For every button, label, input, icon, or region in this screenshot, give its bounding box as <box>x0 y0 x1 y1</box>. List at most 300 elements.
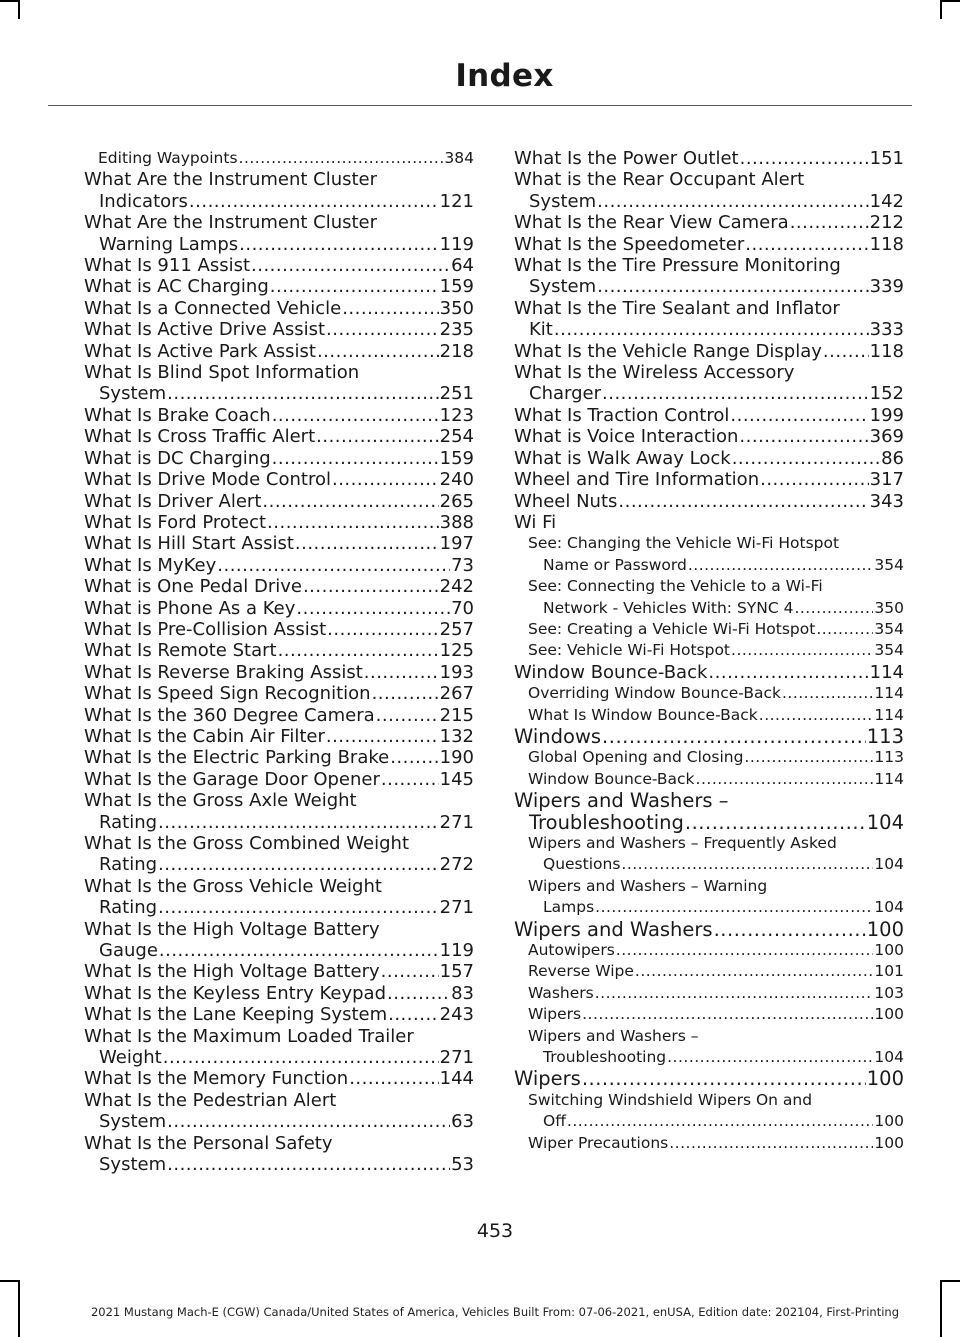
page-ref: 63 <box>451 1111 474 1133</box>
index-subentry <box>514 1026 904 1069</box>
crop-mark <box>941 0 960 2</box>
entry-text: What Is Window Bounce-Back <box>528 705 758 724</box>
dot-leader <box>217 555 450 576</box>
index-entry <box>84 683 474 704</box>
entry-text: See: Creating a Vehicle Wi-Fi Hotspot <box>528 619 816 638</box>
index-entry <box>514 148 904 169</box>
crop-mark <box>18 0 20 19</box>
index-entry <box>514 469 904 490</box>
entry-text: What Is the Maximum Loaded Trailer <box>84 1025 414 1047</box>
index-entry <box>84 362 474 405</box>
index-entry <box>84 790 474 833</box>
page-ref: 123 <box>439 404 474 426</box>
page-ref: 157 <box>439 961 474 983</box>
dot-leader <box>597 191 869 212</box>
page-ref: 354 <box>874 619 904 638</box>
dot-leader <box>696 769 874 790</box>
dot-leader <box>167 383 439 404</box>
index-entry <box>84 169 474 212</box>
dot-leader <box>326 319 439 340</box>
entry-text: What Is Speed Sign Recognition <box>84 683 371 705</box>
entry-text: System <box>529 190 597 212</box>
dot-leader <box>387 983 450 1004</box>
dot-leader <box>595 897 873 918</box>
page-ref: 343 <box>869 490 904 512</box>
entry-text: Autowipers <box>528 941 615 960</box>
dot-leader <box>567 1111 874 1132</box>
entry-text: Overriding Window Bounce-Back <box>528 684 781 703</box>
dot-leader <box>272 405 439 426</box>
page-ref: 104 <box>874 898 904 917</box>
page-ref: 265 <box>439 490 474 512</box>
index-entry <box>84 1068 474 1089</box>
dot-leader <box>740 148 869 169</box>
entry-text: Editing Waypoints <box>98 149 238 167</box>
page-ref: 199 <box>869 404 904 426</box>
dot-leader <box>602 726 866 747</box>
entry-text: What Is the High Voltage Battery <box>84 918 380 940</box>
dot-leader <box>739 426 868 447</box>
entry-text: Gauge <box>99 940 158 962</box>
index-subentry <box>514 683 904 704</box>
index-subentry <box>514 640 904 661</box>
entry-text: What Are the Instrument Cluster <box>84 169 378 191</box>
entry-text: Switching Windshield Wipers On and <box>528 1090 813 1109</box>
entry-text: What Is 911 Assist <box>84 255 251 277</box>
page-ref: 113 <box>866 724 904 748</box>
entry-text: What Is the Vehicle Range Display <box>514 340 822 362</box>
entry-text: Troubleshooting <box>529 810 684 834</box>
dot-leader <box>595 983 874 1004</box>
dot-leader <box>790 212 869 233</box>
entry-text: What Is Pre-Collision Assist <box>84 618 327 640</box>
entry-text: What is Phone As a Key <box>84 597 296 619</box>
index-entry <box>514 298 904 341</box>
dot-leader <box>167 1111 450 1132</box>
index-entry <box>514 790 904 833</box>
dot-leader <box>159 940 439 961</box>
page-ref: 193 <box>439 661 474 683</box>
index-entry <box>514 662 904 683</box>
entry-text: System <box>529 276 597 298</box>
index-entry <box>514 362 904 405</box>
index-subentry <box>514 576 904 619</box>
index-entry <box>514 512 904 533</box>
entry-text: What Is the Tire Sealant and Inflator <box>514 297 840 319</box>
entry-text: What Is Reverse Braking Assist <box>84 661 363 683</box>
index-entry <box>84 512 474 533</box>
entry-text: Off <box>543 1112 566 1131</box>
entry-text: Window Bounce-Back <box>528 769 695 788</box>
dot-leader <box>602 383 869 404</box>
page-ref: 215 <box>439 704 474 726</box>
page-ref: 159 <box>439 447 474 469</box>
page-ref: 73 <box>451 554 474 576</box>
dot-leader <box>759 705 874 726</box>
dot-leader <box>388 1004 439 1025</box>
entry-text: Wiper Precautions <box>528 1133 669 1152</box>
dot-leader <box>621 854 873 875</box>
entry-text: Wipers <box>514 1067 581 1091</box>
entry-text: See: Vehicle Wi-Fi Hotspot <box>528 641 731 660</box>
dot-leader <box>295 533 439 554</box>
dot-leader <box>730 405 868 426</box>
page-ref: 339 <box>869 276 904 298</box>
entry-text: Wi Fi <box>514 511 557 533</box>
dot-leader <box>167 1154 450 1175</box>
page-ref: 257 <box>439 618 474 640</box>
page-ref: 100 <box>874 941 904 960</box>
entry-text: What Is MyKey <box>84 554 217 576</box>
dot-leader <box>364 662 439 683</box>
page-ref: 144 <box>439 1068 474 1090</box>
index-subentry <box>514 705 904 726</box>
page-ref: 152 <box>869 383 904 405</box>
dot-leader <box>163 1047 439 1068</box>
page-ref: 103 <box>874 983 904 1002</box>
page-title: Index <box>455 58 554 94</box>
dot-leader <box>714 919 866 940</box>
index-entry <box>514 234 904 255</box>
index-entry <box>84 1004 474 1025</box>
page-ref: 197 <box>439 533 474 555</box>
index-entry <box>84 555 474 576</box>
dot-leader <box>158 812 439 833</box>
entry-text: Wipers and Washers – Frequently Asked <box>528 834 837 852</box>
dot-leader <box>635 961 874 982</box>
entry-text: Network - Vehicles With: SYNC 4 <box>543 598 794 617</box>
page-ref: 384 <box>444 149 474 167</box>
dot-leader <box>582 1068 866 1089</box>
dot-leader <box>270 276 439 297</box>
dot-leader <box>731 640 873 661</box>
page-ref: 100 <box>874 1112 904 1131</box>
entry-text: Weight <box>99 1047 162 1069</box>
page-ref: 114 <box>869 661 904 683</box>
page-ref: 70 <box>451 597 474 619</box>
page-ref: 121 <box>439 190 474 212</box>
index-entry <box>84 319 474 340</box>
index-subentry <box>514 769 904 790</box>
index-entry <box>514 448 904 469</box>
entry-text: Kit <box>529 319 553 341</box>
index-subentry <box>514 1090 904 1133</box>
index-entry <box>84 212 474 255</box>
entry-text: What Is the Personal Safety <box>84 1132 333 1154</box>
page-ref: 350 <box>439 297 474 319</box>
dot-leader <box>667 1047 873 1068</box>
page-ref: 271 <box>439 811 474 833</box>
entry-text: What Is the Wireless Accessory <box>514 362 795 384</box>
entry-text: Lamps <box>543 898 595 917</box>
index-entry <box>84 726 474 747</box>
entry-text: Washers <box>528 983 594 1002</box>
index-subentry <box>514 961 904 982</box>
header-rule <box>48 105 912 106</box>
dot-leader <box>597 276 869 297</box>
page-ref: 100 <box>866 917 904 941</box>
entry-text: What Is Traction Control <box>514 404 730 426</box>
index-column-left <box>84 148 474 1176</box>
page-ref: 388 <box>439 511 474 533</box>
dot-leader <box>158 854 439 875</box>
page-number: 453 <box>476 1220 514 1242</box>
entry-text: What is AC Charging <box>84 276 269 298</box>
dot-leader <box>272 448 439 469</box>
dot-leader <box>582 1004 873 1025</box>
entry-text: Rating <box>99 854 158 876</box>
entry-text: Indicators <box>99 190 188 212</box>
page-ref: 100 <box>874 1133 904 1152</box>
dot-leader <box>317 341 439 362</box>
dot-leader <box>732 448 880 469</box>
dot-leader <box>554 319 869 340</box>
entry-text: Name or Password <box>543 555 687 574</box>
entry-text: Warning Lamps <box>99 233 239 255</box>
entry-text: Window Bounce-Back <box>514 661 708 683</box>
page-ref: 354 <box>874 641 904 660</box>
page-ref: 101 <box>874 962 904 981</box>
page-ref: 240 <box>439 469 474 491</box>
index-entry <box>84 426 474 447</box>
index-entry <box>84 255 474 276</box>
page-ref: 100 <box>866 1067 904 1091</box>
dot-leader <box>278 640 439 661</box>
index-entry <box>514 341 904 362</box>
dot-leader <box>390 747 438 768</box>
dot-leader <box>296 598 450 619</box>
index-entry <box>84 662 474 683</box>
entry-text: Wipers and Washers – <box>528 1026 699 1045</box>
dot-leader <box>239 234 439 255</box>
entry-text: What Is the High Voltage Battery <box>84 961 380 983</box>
dot-leader <box>239 148 444 169</box>
dot-leader <box>381 769 439 790</box>
index-entry <box>84 1090 474 1133</box>
entry-text: Wipers <box>528 1005 582 1024</box>
index-subentry <box>514 940 904 961</box>
entry-text: Reverse Wipe <box>528 962 634 981</box>
entry-text: What Is Cross Traffic Alert <box>84 426 316 448</box>
entry-text: See: Changing the Vehicle Wi-Fi Hotspot <box>528 534 840 553</box>
entry-text: What Is the Rear View Camera <box>514 212 789 234</box>
index-entry <box>84 961 474 982</box>
entry-text: What Is Drive Mode Control <box>84 469 331 491</box>
page-ref: 151 <box>869 148 904 169</box>
page-ref: 354 <box>874 555 904 574</box>
index-entry <box>514 405 904 426</box>
index-entry <box>514 919 904 940</box>
page-ref: 142 <box>869 190 904 212</box>
entry-text: What Is the Gross Vehicle Weight <box>84 875 382 897</box>
entry-text: What Is the 360 Degree Camera <box>84 704 375 726</box>
page-ref: 104 <box>874 855 904 874</box>
dot-leader <box>327 619 438 640</box>
index-entry <box>84 876 474 919</box>
index-entry <box>514 1068 904 1089</box>
dot-leader <box>189 191 439 212</box>
crop-mark <box>941 1280 960 1282</box>
entry-text: What Is Brake Coach <box>84 404 271 426</box>
page-ref: 118 <box>869 340 904 362</box>
crop-mark <box>0 1280 19 1282</box>
dot-leader <box>823 341 869 362</box>
entry-text: Wheel Nuts <box>514 490 618 512</box>
page-ref: 190 <box>439 747 474 769</box>
page-ref: 125 <box>439 640 474 662</box>
entry-text: What is Walk Away Lock <box>514 447 731 469</box>
entry-text: What Is the Keyless Entry Keypad <box>84 982 387 1004</box>
entry-text: What Is the Memory Function <box>84 1068 349 1090</box>
dot-leader <box>158 897 439 918</box>
entry-text: What is Voice Interaction <box>514 426 739 448</box>
entry-text: Questions <box>543 855 621 874</box>
index-entry <box>514 426 904 447</box>
index-entry <box>84 448 474 469</box>
page-ref: 114 <box>874 705 904 724</box>
entry-text: What Is the Power Outlet <box>514 148 739 169</box>
index-entry <box>84 1133 474 1176</box>
page-ref: 317 <box>869 469 904 491</box>
entry-text: What Is the Lane Keeping System <box>84 1004 388 1026</box>
page-ref: 113 <box>874 748 904 767</box>
entry-text: What Is Driver Alert <box>84 490 262 512</box>
page-ref: 100 <box>874 1005 904 1024</box>
index-subentry <box>514 619 904 640</box>
entry-text: What is DC Charging <box>84 447 271 469</box>
page-ref: 272 <box>439 854 474 876</box>
index-subentry <box>514 876 904 919</box>
index-entry <box>84 598 474 619</box>
index-subentry <box>514 983 904 1004</box>
entry-text: What Is the Cabin Air Filter <box>84 725 325 747</box>
page-ref: 218 <box>439 340 474 362</box>
page-ref: 104 <box>866 810 904 834</box>
page-ref: 271 <box>439 1047 474 1069</box>
index-subentry <box>514 1004 904 1025</box>
page-ref: 132 <box>439 725 474 747</box>
entry-text: What Is the Electric Parking Brake <box>84 747 390 769</box>
index-entry <box>84 1026 474 1069</box>
dot-leader <box>794 598 873 619</box>
index-entry <box>84 919 474 962</box>
page-ref: 212 <box>869 212 904 234</box>
index-entry <box>84 298 474 319</box>
dot-leader <box>618 491 868 512</box>
entry-text: Wipers and Washers <box>514 917 713 941</box>
index-entry <box>84 640 474 661</box>
dot-leader <box>372 683 439 704</box>
page-ref: 243 <box>439 1004 474 1026</box>
index-entry <box>84 619 474 640</box>
entry-text: What Is the Speedometer <box>514 233 745 255</box>
page-ref: 114 <box>874 769 904 788</box>
dot-leader <box>316 426 439 447</box>
entry-text: What Is Active Park Assist <box>84 340 316 362</box>
entry-text: What is the Rear Occupant Alert <box>514 169 805 191</box>
footer-text: 2021 Mustang Mach-E (CGW) Canada/United States of America, Vehicles Built From: 07-06-2021, enUSA, Edition date: 202104, First-Printing <box>90 1305 899 1319</box>
entry-text: Wipers and Washers – <box>514 789 729 813</box>
page-ref: 119 <box>439 233 474 255</box>
page-ref: 369 <box>869 426 904 448</box>
dot-leader <box>381 961 439 982</box>
page-ref: 267 <box>439 683 474 705</box>
entry-text: What is One Pedal Drive <box>84 576 302 598</box>
page-ref: 242 <box>439 576 474 598</box>
page-ref: 53 <box>451 1154 474 1176</box>
index-column-right <box>514 148 904 1154</box>
page-ref: 114 <box>874 684 904 703</box>
entry-text: What Is the Gross Axle Weight <box>84 790 357 812</box>
index-subentry <box>514 833 904 876</box>
entry-text: Wheel and Tire Information <box>514 469 760 491</box>
entry-text: What Is a Connected Vehicle <box>84 297 342 319</box>
entry-text: What Is the Gross Combined Weight <box>84 833 410 854</box>
index-entry <box>84 491 474 512</box>
entry-text: Wipers and Washers – Warning <box>528 876 768 895</box>
entry-text: What Are the Instrument Cluster <box>84 212 378 234</box>
entry-text: Global Opening and Closing <box>528 748 744 767</box>
entry-text: System <box>99 1154 167 1176</box>
index-entry <box>84 405 474 426</box>
dot-leader <box>685 812 866 833</box>
entry-text: System <box>99 383 167 405</box>
page-ref: 86 <box>881 447 904 469</box>
index-subentry <box>84 148 474 169</box>
dot-leader <box>760 469 869 490</box>
page-ref: 254 <box>439 426 474 448</box>
dot-leader <box>332 469 439 490</box>
dot-leader <box>262 491 438 512</box>
dot-leader <box>816 619 873 640</box>
index-entry <box>84 747 474 768</box>
index-subentry <box>514 533 904 576</box>
dot-leader <box>782 683 873 704</box>
page-ref: 251 <box>439 383 474 405</box>
entry-text: What Is Ford Protect <box>84 511 267 533</box>
dot-leader <box>349 1068 438 1089</box>
crop-mark <box>0 0 19 2</box>
entry-text: What Is Blind Spot Information <box>84 362 360 384</box>
dot-leader <box>669 1133 873 1154</box>
index-subentry <box>514 1133 904 1154</box>
index-entry <box>84 576 474 597</box>
entry-text: Charger <box>529 383 601 405</box>
page-ref: 145 <box>439 768 474 790</box>
index-entry <box>84 533 474 554</box>
dot-leader <box>745 234 868 255</box>
dot-leader <box>326 726 439 747</box>
entry-text: What Is the Pedestrian Alert <box>84 1089 337 1111</box>
entry-text: Troubleshooting <box>543 1048 667 1067</box>
index-entry <box>84 705 474 726</box>
index-entry <box>84 469 474 490</box>
index-subentry <box>514 747 904 768</box>
page-ref: 64 <box>451 255 474 277</box>
page-ref: 119 <box>439 940 474 962</box>
index-entry <box>84 276 474 297</box>
entry-text: Rating <box>99 897 158 919</box>
entry-text: Rating <box>99 811 158 833</box>
page-ref: 104 <box>874 1048 904 1067</box>
entry-text: What Is Remote Start <box>84 640 277 662</box>
dot-leader <box>616 940 874 961</box>
dot-leader <box>376 705 439 726</box>
crop-mark <box>940 0 942 19</box>
page-ref: 271 <box>439 897 474 919</box>
index-entry <box>514 169 904 212</box>
page-ref: 83 <box>451 982 474 1004</box>
